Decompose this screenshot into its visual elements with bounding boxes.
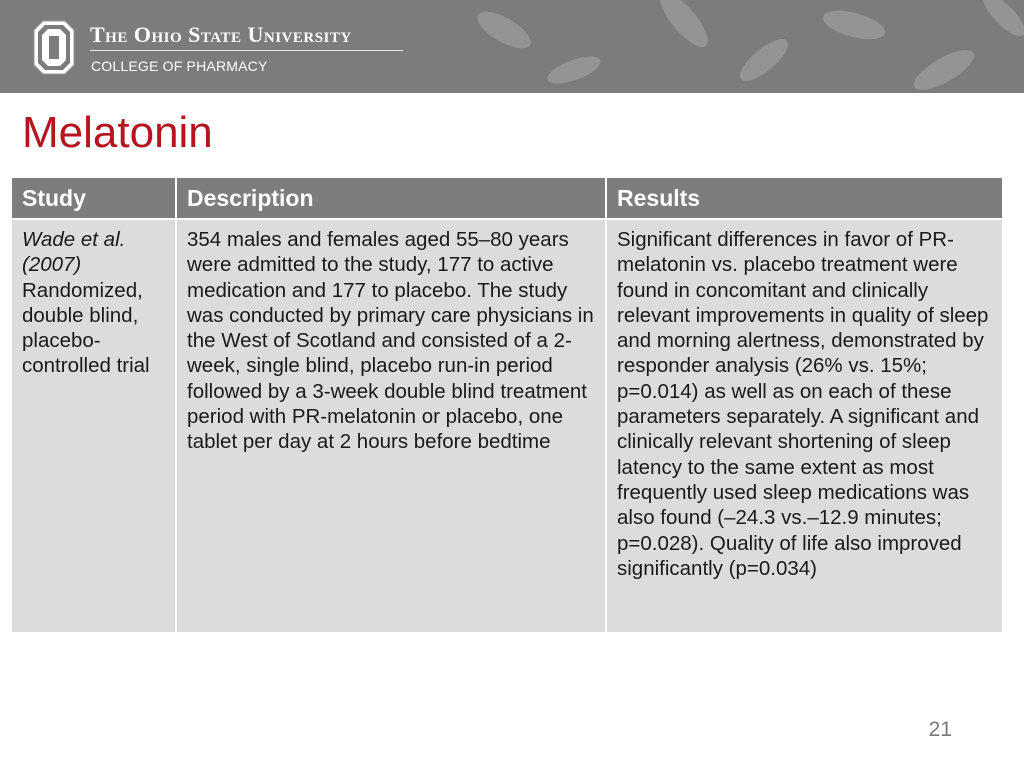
university-name: The Ohio State University [90, 22, 352, 47]
college-name: COLLEGE OF PHARMACY [91, 58, 268, 74]
table-header-row [12, 178, 1002, 219]
header-divider [90, 50, 403, 51]
banner-pattern [424, 0, 1024, 93]
column-header-results: Results [606, 178, 1002, 219]
page-number: 21 [928, 718, 952, 741]
column-header-description: Description [176, 178, 606, 219]
studies-table [12, 178, 1002, 632]
description-cell: 354 males and females aged 55–80 years were admitted to the study, 177 to active medication and 177 to placebo. The study was conducted by primary care physicians in the West of Scotland and consisted of a 2-week, single blind, placebo run-in period followed by a 3-week double blind treatment period with PR-melatonin or placebo, one tablet per day at 2 hours before bedtime [176, 219, 606, 632]
study-citation: Wade et al. (2007) [22, 228, 126, 277]
block-o-logo-icon[interactable] [33, 20, 75, 75]
slide-title: Melatonin [22, 108, 213, 157]
results-cell: Significant differences in favor of PR-melatonin vs. placebo treatment were found in concomitant and clinically relevant improvements in quality of sleep and morning alertness, demonstrated by responder analysis (26% vs. 15%; p=0.014) as well as on each of these parameters separately. A significant and clinically relevant shortening of sleep latency to the same extent as most frequently used sleep medications was also found (–24.3 vs.–12.9 minutes; p=0.028). Quality of life also improved significantly (p=0.034) [606, 219, 1002, 632]
study-design: Randomized, double blind, placebo-controlled trial [22, 278, 150, 378]
header-banner [0, 0, 1024, 93]
study-cell [12, 219, 176, 632]
table-row [12, 219, 1002, 632]
column-header-study: Study [12, 178, 176, 219]
